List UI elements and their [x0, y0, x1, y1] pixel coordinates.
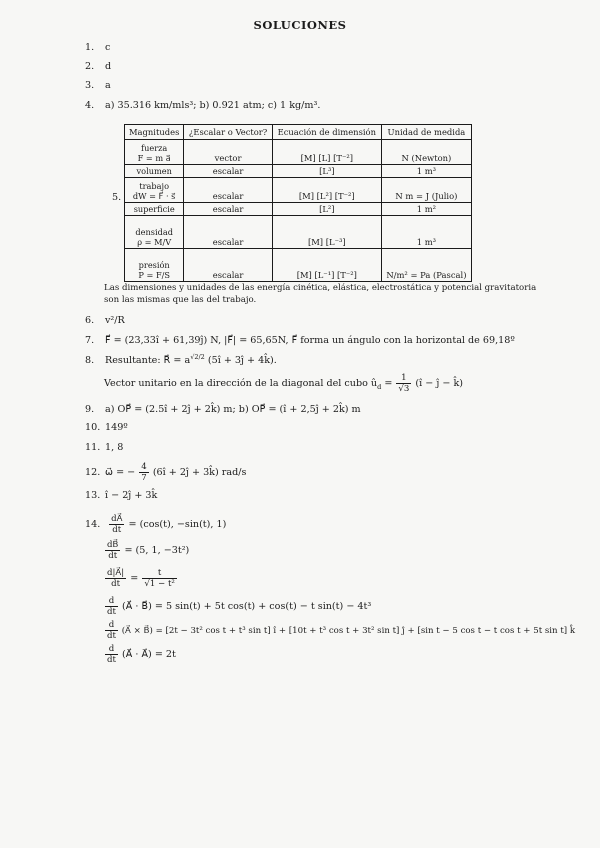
answer-number: 13. — [85, 490, 101, 501]
answer-number: 7. — [85, 335, 95, 346]
answer-10 — [85, 422, 128, 433]
magnitude-dimension: [L³] — [272, 165, 381, 178]
answer-11 — [85, 442, 123, 453]
resultant-lead: R⃗ = a — [163, 355, 191, 367]
answer-text: a) 35.316 km/mls³; b) 0.921 atm; c) 1 kg/m³. — [105, 100, 321, 111]
energy-note: Las dimensiones y unidades de las energía cinética, elástica, electrostática y potencial gravitatoria son las mismas que las del trabajo. — [104, 283, 537, 305]
answer-number: 14. — [85, 519, 101, 530]
answer-6 — [85, 315, 125, 326]
unit-vector-text: Vector unitario en la dirección de la diagonal del cubo û — [104, 378, 378, 389]
table-row — [125, 178, 472, 203]
answer-4 — [85, 100, 320, 111]
fraction-den: dt — [107, 607, 116, 617]
answer-text: 1, 8 — [105, 442, 124, 453]
fraction-num: dA⃗ — [111, 514, 123, 524]
answer-text: v²/R — [105, 315, 125, 326]
table-row — [125, 249, 472, 282]
magnitude-formula: ρ = M/V — [137, 237, 172, 247]
magnitude-unit: 1 m³ — [381, 165, 471, 178]
magnitude-name: presión — [138, 260, 170, 270]
magnitude-dimension: [L²] — [272, 203, 381, 216]
magnitude-unit: N/m² = Pa (Pascal) — [381, 249, 471, 282]
answer-5-number: 5. — [112, 192, 122, 203]
fraction-den: √3 — [398, 384, 410, 394]
magnitude-dimension: [M] [L] [T⁻²] — [272, 140, 381, 165]
fraction-den: dt — [108, 551, 118, 561]
fraction — [139, 462, 148, 483]
table-row — [125, 165, 472, 178]
header-magnitudes: Magnitudes — [125, 125, 184, 140]
answer-9 — [85, 404, 361, 415]
table-row — [125, 203, 472, 216]
table-row — [125, 216, 472, 249]
fraction-den: dt — [111, 579, 121, 589]
answer-text: F⃗ = (23,33î + 61,39ĵ) N, |F⃗| = 65,65N, F⃗ forma un ángulo con la horizontal de 69,18º — [105, 335, 515, 346]
page-title: SOLUCIONES — [253, 18, 347, 32]
answer-12 — [85, 462, 246, 483]
equals-sign: = — [130, 573, 139, 584]
omega-vector: (6î + 2ĵ + 3k̂) rad/s — [152, 467, 247, 478]
derivative-fraction — [105, 596, 118, 617]
answer-number: 6. — [85, 315, 95, 326]
omega-lead: ω⃗ = − — [105, 467, 136, 478]
answer-number: 8. — [85, 355, 95, 367]
answer-3 — [85, 80, 111, 91]
magnitude-unit: 1 m³ — [381, 216, 471, 249]
fraction-den: √1 − t² — [144, 579, 175, 589]
magnitude-unit: N (Newton) — [381, 140, 471, 165]
dimensions-table — [124, 124, 472, 282]
magnitude-name: superficie — [133, 204, 175, 214]
unit-vector-sub: d — [377, 382, 382, 391]
magnitude-type: escalar — [184, 178, 272, 203]
fraction-den: 7 — [141, 473, 147, 483]
resultant-vector: (5î + 3ĵ + 4k̂). — [207, 355, 277, 367]
equals-sign: = — [381, 378, 396, 389]
answer-1 — [85, 42, 110, 53]
magnitude-type: escalar — [184, 165, 272, 178]
answer-text: a) OP⃗ = (2.5î + 2ĵ + 2k̂) m; b) OP⃗ = (î + 2,5ĵ + 2k̂) m — [105, 404, 361, 415]
answer-number: 12. — [85, 467, 101, 478]
answer-8: 8. Resultante: R⃗ = $a^{√2/2}$ (5î + 3ĵ + 4k̂). — [85, 353, 277, 367]
fraction-num: d — [105, 596, 118, 607]
answer-number: 1. — [85, 42, 95, 53]
table-row — [125, 140, 472, 165]
answer-number: 10. — [85, 422, 101, 433]
magnitude-type: escalar — [184, 249, 272, 282]
magnitude-unit: N m = J (Julio) — [381, 178, 471, 203]
header-dimension-equation: Ecuación de dimensión — [272, 125, 381, 140]
answer-number: 11. — [85, 442, 101, 453]
answer-14-line-6 — [104, 644, 176, 665]
magnitude-formula: F = m a⃗ — [137, 153, 171, 163]
magnitude-dimension: [M] [L²] [T⁻²] — [272, 178, 381, 203]
magnitude-unit: 1 m² — [381, 203, 471, 216]
magnitude-dimension: [M] [L⁻¹] [T⁻²] — [272, 249, 381, 282]
header-unit: Unidad de medida — [381, 125, 471, 140]
result-fraction — [142, 568, 177, 589]
fraction-den: dt — [107, 655, 116, 665]
answer-text: c — [105, 42, 111, 53]
answer-14-line-3 — [104, 568, 178, 589]
derivative-result: (A⃗ · A⃗) = 2t — [122, 649, 176, 660]
answer-number: 2. — [85, 61, 95, 72]
magnitude-dimension: [M] [L⁻³] — [272, 216, 381, 249]
magnitude-name: fuerza — [141, 143, 168, 153]
answer-14 — [85, 514, 226, 535]
magnitude-type: escalar — [184, 216, 272, 249]
answer-8-unit-vector — [104, 373, 463, 394]
answer-text: d — [105, 61, 112, 72]
answer-14-line-5 — [104, 620, 575, 641]
answer-text: a — [105, 80, 111, 91]
derivative-fraction — [105, 644, 118, 665]
derivative-fraction — [105, 620, 118, 641]
table-header-row — [125, 125, 472, 140]
fraction — [396, 373, 411, 394]
answer-14-line-4 — [104, 596, 371, 617]
fraction-num: d — [105, 620, 118, 631]
answer-2 — [85, 61, 111, 72]
derivative-result: (A⃗ × B⃗) = [2t − 3t² cos t + t³ sin t] î + [10t + t³ cos t + 3t² sin t] ĵ + [sin t − 5 cos t − t cos t + 5t sin t] k̂ — [121, 626, 576, 636]
exponent-num: √2 — [190, 353, 199, 361]
answer-7 — [85, 335, 515, 346]
magnitude-name: volumen — [136, 166, 172, 176]
fraction-num: dB⃗ — [107, 540, 119, 550]
derivative-result: (A⃗ · B⃗) = 5 sin(t) + 5t cos(t) + cos(t) − t sin(t) − 4t³ — [122, 601, 372, 612]
header-scalar-vector: ¿Escalar o Vector? — [184, 125, 272, 140]
fraction-num: 4 — [141, 462, 147, 472]
derivative-fraction — [105, 540, 120, 561]
unit-vector-value: (î − ĵ − k̂) — [415, 378, 464, 389]
answer-number: 4. — [85, 100, 95, 111]
exponent-den: 2 — [200, 353, 205, 361]
fraction-num: d|A⃗| — [107, 568, 125, 578]
derivative-result: = (cos(t), −sin(t), 1) — [128, 519, 227, 530]
answer-13 — [85, 490, 157, 501]
derivative-fraction — [105, 568, 126, 589]
answer-number: 3. — [85, 80, 95, 91]
fraction-num: 1 — [396, 373, 411, 384]
fraction-num: d — [105, 644, 118, 655]
magnitude-type: vector — [184, 140, 272, 165]
magnitude-formula: P = F/S — [138, 270, 170, 280]
magnitude-name: trabajo — [139, 181, 170, 191]
magnitude-type: escalar — [184, 203, 272, 216]
magnitude-formula: dW = F⃗ · s⃗ — [132, 191, 176, 201]
derivative-result: = (5, 1, −3t²) — [124, 545, 190, 556]
derivative-fraction — [109, 514, 124, 535]
fraction-den: dt — [107, 631, 116, 641]
answer-14-line-2 — [104, 540, 189, 561]
fraction-num: t — [142, 568, 177, 579]
answer-number: 9. — [85, 404, 95, 415]
answer-text: î − 2ĵ + 3k̂ — [105, 490, 158, 501]
magnitude-name: densidad — [135, 227, 173, 237]
answer-text: 149º — [105, 422, 128, 433]
fraction-den: dt — [112, 525, 122, 535]
resultant-label: Resultante: — [105, 355, 161, 367]
